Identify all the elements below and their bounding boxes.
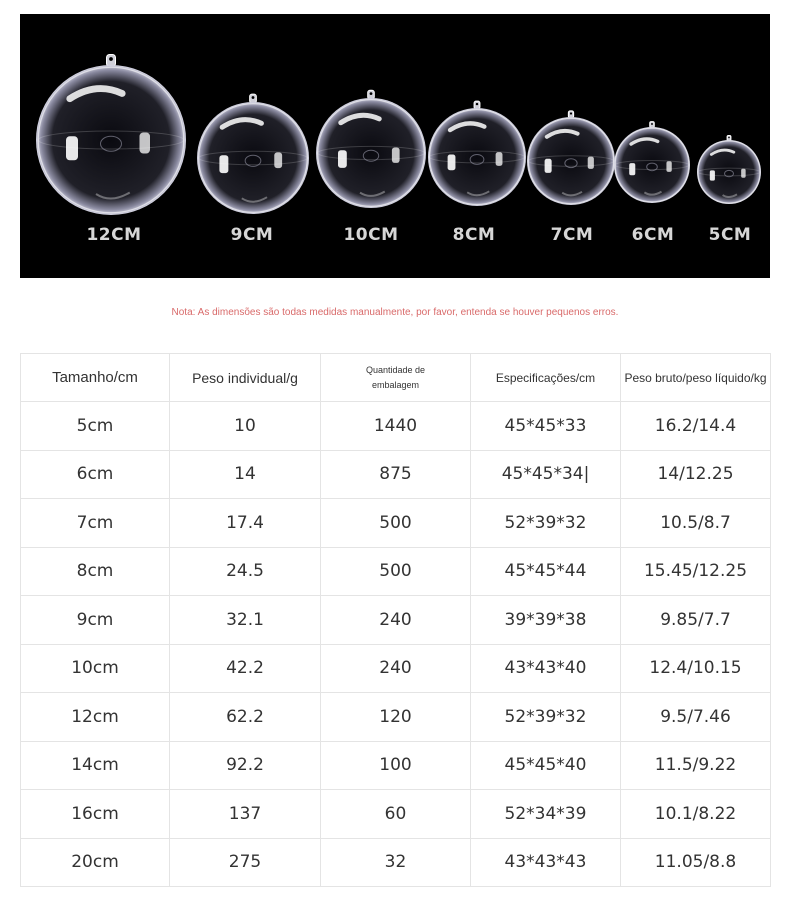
cell-specs: 52*39*32 <box>471 499 621 548</box>
cell-specs: 45*45*34| <box>471 450 621 499</box>
table-row <box>21 693 771 742</box>
cell-package-qty: 60 <box>321 790 471 839</box>
cell-size: 9cm <box>21 596 170 645</box>
cell-package-qty: 120 <box>321 693 471 742</box>
cell-package-qty: 500 <box>321 499 471 548</box>
cell-gross-net-weight: 11.5/9.22 <box>621 741 771 790</box>
cell-gross-net-weight: 14/12.25 <box>621 450 771 499</box>
size-label-10cm: 10CM <box>343 225 399 245</box>
table-row <box>21 838 771 887</box>
cell-specs: 39*39*38 <box>471 596 621 645</box>
cell-gross-net-weight: 10.1/8.22 <box>621 790 771 839</box>
cell-package-qty: 875 <box>321 450 471 499</box>
cell-unit-weight: 32.1 <box>170 596 321 645</box>
size-label-8cm: 8CM <box>452 225 496 245</box>
table-row <box>21 644 771 693</box>
cell-gross-net-weight: 12.4/10.15 <box>621 644 771 693</box>
cell-specs: 52*34*39 <box>471 790 621 839</box>
cell-package-qty: 32 <box>321 838 471 887</box>
ball-7cm <box>527 103 615 191</box>
cell-unit-weight: 137 <box>170 790 321 839</box>
cell-size: 12cm <box>21 693 170 742</box>
cell-package-qty: 1440 <box>321 402 471 451</box>
ball-graphic <box>316 84 426 208</box>
table-row <box>21 499 771 548</box>
size-label-9cm: 9CM <box>230 225 274 245</box>
ball-12cm <box>36 51 186 201</box>
cell-gross-net-weight: 11.05/8.8 <box>621 838 771 887</box>
cell-specs: 43*43*43 <box>471 838 621 887</box>
disclaimer-note: Nota: As dimensões são todas medidas manualmente, por favor, entenda se houver pequenos erros. <box>171 307 619 318</box>
cell-unit-weight: 62.2 <box>170 693 321 742</box>
header-specs: Especificações/cm <box>471 354 621 402</box>
cell-size: 6cm <box>21 450 170 499</box>
size-label-6cm: 6CM <box>631 225 675 245</box>
ball-10cm <box>316 84 426 194</box>
cell-unit-weight: 92.2 <box>170 741 321 790</box>
cell-unit-weight: 17.4 <box>170 499 321 548</box>
ball-5cm <box>697 126 761 190</box>
cell-package-qty: 240 <box>321 644 471 693</box>
table-header-row <box>21 354 771 402</box>
ball-graphic <box>614 113 690 203</box>
cell-gross-net-weight: 15.45/12.25 <box>621 547 771 596</box>
header-gross-net-weight: Peso bruto/peso líquido/kg <box>621 354 771 402</box>
cell-unit-weight: 24.5 <box>170 547 321 596</box>
ball-graphic <box>527 103 615 205</box>
cell-specs: 45*45*33 <box>471 402 621 451</box>
ball-graphic <box>697 126 761 204</box>
ball-graphic <box>36 51 186 215</box>
cell-gross-net-weight: 16.2/14.4 <box>621 402 771 451</box>
cell-size: 7cm <box>21 499 170 548</box>
specs-table <box>20 353 771 887</box>
header-unit-weight: Peso individual/g <box>170 354 321 402</box>
cell-size: 16cm <box>21 790 170 839</box>
table-row <box>21 741 771 790</box>
header-size: Tamanho/cm <box>21 354 170 402</box>
cell-unit-weight: 14 <box>170 450 321 499</box>
cell-package-qty: 500 <box>321 547 471 596</box>
table-row <box>21 547 771 596</box>
cell-size: 14cm <box>21 741 170 790</box>
cell-package-qty: 100 <box>321 741 471 790</box>
cell-size: 8cm <box>21 547 170 596</box>
cell-size: 20cm <box>21 838 170 887</box>
cell-specs: 52*39*32 <box>471 693 621 742</box>
cell-unit-weight: 10 <box>170 402 321 451</box>
ball-graphic <box>428 94 526 206</box>
table-row <box>21 402 771 451</box>
size-label-12cm: 12CM <box>86 225 142 245</box>
ball-6cm <box>614 113 690 189</box>
cell-gross-net-weight: 9.85/7.7 <box>621 596 771 645</box>
cell-specs: 45*45*44 <box>471 547 621 596</box>
cell-unit-weight: 42.2 <box>170 644 321 693</box>
cell-size: 5cm <box>21 402 170 451</box>
cell-gross-net-weight: 10.5/8.7 <box>621 499 771 548</box>
size-label-7cm: 7CM <box>550 225 594 245</box>
cell-specs: 45*45*40 <box>471 741 621 790</box>
product-photo <box>20 14 770 278</box>
ball-graphic <box>197 88 309 214</box>
cell-gross-net-weight: 9.5/7.46 <box>621 693 771 742</box>
size-label-5cm: 5CM <box>708 225 752 245</box>
ball-8cm <box>428 94 526 192</box>
ball-9cm <box>197 88 309 200</box>
table-row <box>21 790 771 839</box>
cell-specs: 43*43*40 <box>471 644 621 693</box>
cell-unit-weight: 275 <box>170 838 321 887</box>
table-row <box>21 596 771 645</box>
cell-package-qty: 240 <box>321 596 471 645</box>
header-package-qty <box>321 354 471 402</box>
table-row <box>21 450 771 499</box>
cell-size: 10cm <box>21 644 170 693</box>
header-package-qty-text: Quantidade de embalagem <box>365 364 426 390</box>
